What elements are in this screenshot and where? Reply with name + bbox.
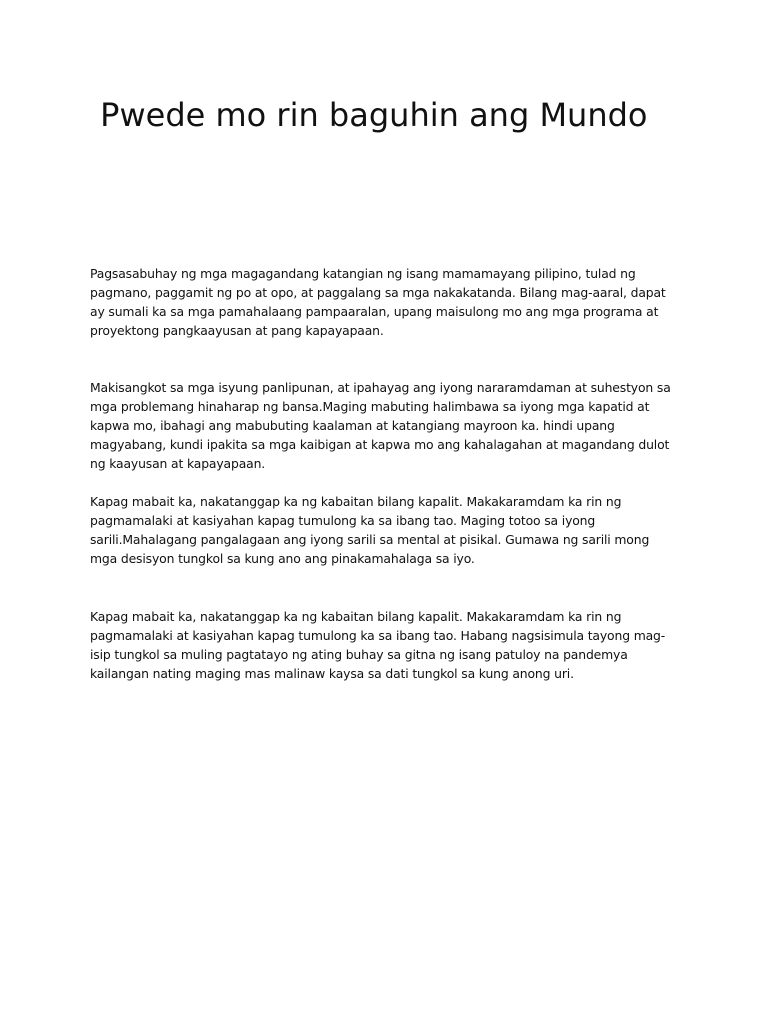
paragraph-1: Pagsasabuhay ng mga magagandang katangian ng isang mamamayang pilipino, tulad ng pagmano, paggamit ng po at opo, at paggalang sa mga nakakatanda. Bilang mag-aaral, dapat ay sumali ka sa mga pamahalaang pampaaralan, upang maisulong mo ang mga programa at proyektong pangkaayusan at pang kapayapaan. xyxy=(90,266,666,338)
paragraph-2: Makisangkot sa mga isyung panlipunan, at ipahayag ang iyong nararamdaman at suhestyon sa mga problemang hinaharap ng bansa.Maging mabuting halimbawa sa iyong mga kapatid at kapwa mo, ibahagi ang mabubuting kaalaman at katangiang mayroon ka. hindi upang magyabang, kundi ipakita sa mga kaibigan at kapwa mo ang kahalagahan at magandang dulot ng kaayusan at kapayapaan. xyxy=(90,380,671,471)
document-title: Pwede mo rin baguhin ang Mundo xyxy=(90,96,648,134)
paragraph-3: Kapag mabait ka, nakatanggap ka ng kabaitan bilang kapalit. Makakaramdam ka rin ng pagmamalaki at kasiyahan kapag tumulong ka sa ibang tao. Maging totoo sa iyong sarili.Mahalagang pangalagaan ang iyong sarili sa mental at pisikal. Gumawa ng sarili mong mga desisyon tungkol sa kung ano ang pinakamahalaga sa iyo. xyxy=(90,494,650,566)
paragraph-4: Kapag mabait ka, nakatanggap ka ng kabaitan bilang kapalit. Makakaramdam ka rin ng pagmamalaki at kasiyahan kapag tumulong ka sa ibang tao. Habang nagsisimula tayong mag-isip tungkol sa muling pagtatayo ng ating buhay sa gitna ng isang patuloy na pandemya kailangan nating maging mas malinaw kaysa sa dati tungkol sa kung anong uri. xyxy=(90,609,666,681)
